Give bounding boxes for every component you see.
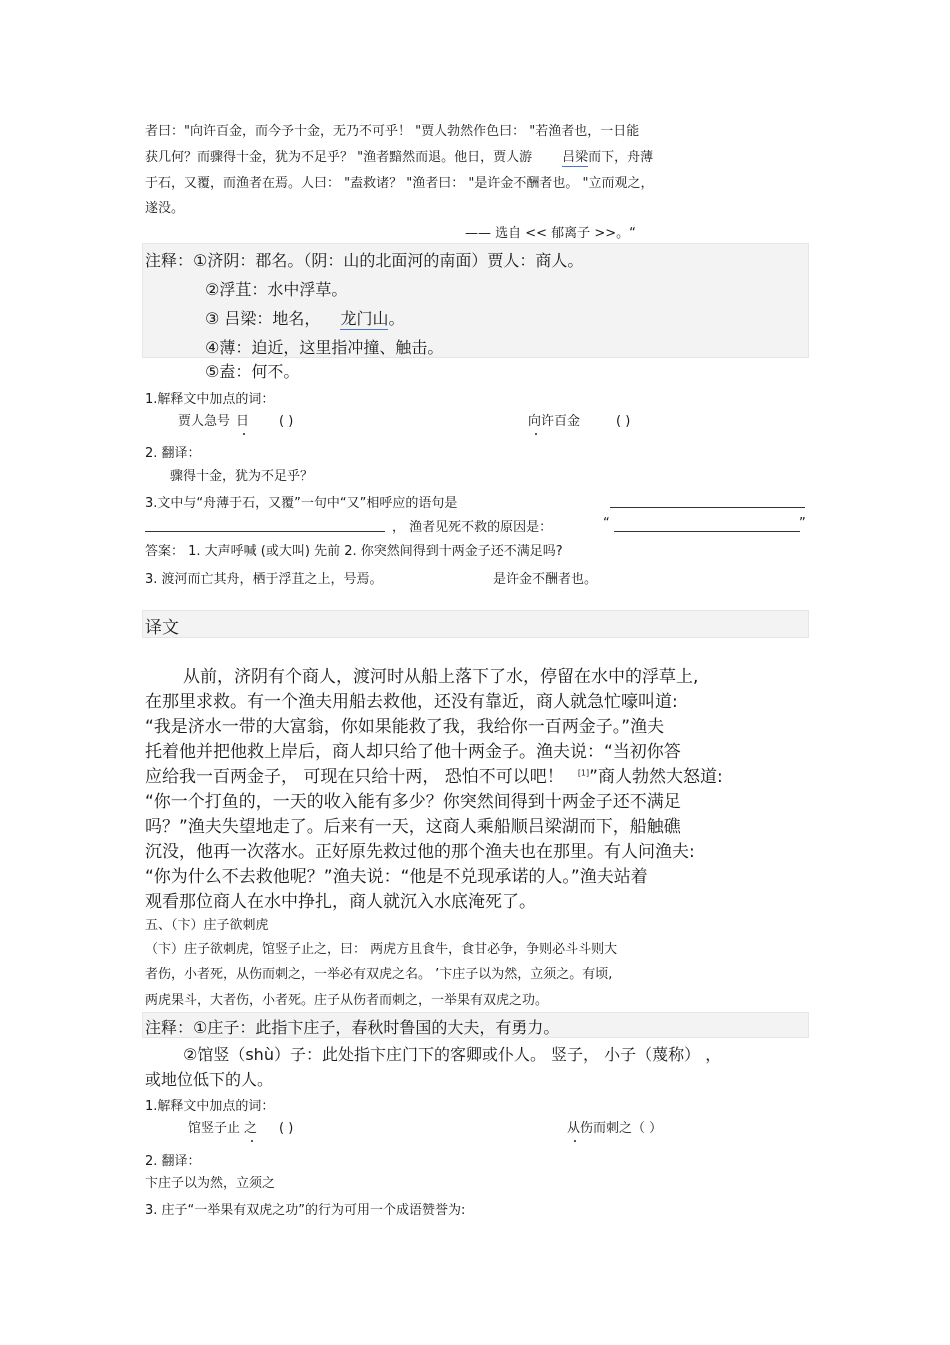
q2-2-text: 卞庄子以为然，立须之: [145, 1176, 276, 1191]
section-5-title: 五、（卞）庄子欲刺虎: [145, 918, 269, 933]
q2-1-item-b: [567, 1117, 662, 1136]
q3-blank-1[interactable]: [610, 492, 805, 508]
translation-line-4: 托着他并把他救上岸后，商人却只给了他十两金子。渔夫说：“当初你答: [145, 742, 681, 762]
q1-b-dotted: 向: [528, 414, 542, 429]
lvliang-underlined: 吕梁: [562, 150, 589, 165]
translation-line-7: 吗？”渔夫失望地走了。后来有一天，这商人乘船顺吕梁湖而下，船触礁: [145, 817, 681, 837]
q2-3-text: 3. 庄子“一举果有双虎之功”的行为可用一个成语赞誉为:: [145, 1203, 466, 1218]
translation-line-8: 沉没，他再一次落水。正好原先救过他的那个渔夫也在那里。有人问渔夫:: [145, 842, 695, 862]
note-2-3: 或地位低下的人。: [145, 1070, 274, 1089]
passage-line-3: 于石，又覆，而渔者在焉。人曰： "盍救诸？ "渔者曰： "是许金不酬者也。 "立而观之，: [145, 176, 654, 191]
note-2-2: ②馆竖（shù）子：此处指卞庄门下的客卿或仆人。 竖子， 小子（蔑称） ，: [183, 1045, 722, 1064]
q2-1-a-pre: 馆竖子止: [188, 1121, 241, 1136]
q3-blank-2[interactable]: [145, 516, 385, 532]
answer-line-2a: 3. 渡河而亡其舟，栖于浮苴之上，号焉。: [145, 572, 383, 587]
q1-b-post: 许百金: [541, 414, 581, 429]
translation-line-10: 观看那位商人在水中挣扎，商人就沉入水底淹死了。: [145, 892, 536, 912]
passage-line-2-text: 获几何？而骤得十金，犹为不足乎？ "渔者黯然而退。他日，贾人游: [145, 150, 533, 165]
note-1-5: ⑤盍：何不。: [205, 362, 300, 381]
q2-1-a-dotted: 之: [244, 1121, 258, 1136]
passage-line-4: 遂没。: [145, 201, 185, 216]
passage-line-2: [145, 146, 653, 165]
translation-line-5-text: 应给我一百两金子， 可现在只给十两， 恐怕不可以吧！: [145, 767, 564, 787]
q2-2-title: 2. 翻译：: [145, 1154, 201, 1169]
note-1-4: ④薄：迫近，这里指冲撞、触击。: [205, 338, 444, 357]
translation-line-5: [145, 762, 723, 787]
translation-line-5-tail: ”商人勃然大怒道:: [589, 767, 723, 787]
q2-1-title: 1.解释文中加点的词：: [145, 1099, 275, 1114]
note-1-3-prefix: ③ 吕梁：地名，: [205, 309, 321, 328]
q1-a-paren: ( ): [279, 414, 294, 429]
q3-blank-3[interactable]: [614, 516, 800, 532]
longmenshan-link: 龙门山: [340, 309, 389, 328]
translation-heading: 译文: [145, 618, 179, 638]
footnote-mark: [1]: [577, 768, 590, 778]
answer-line-2b: 是许金不酬者也。: [493, 572, 598, 587]
section-5-line-3: 两虎果斗，大者伤，小者死。庄子从伤者而刺之，一举果有双虎之功。: [145, 993, 549, 1008]
translation-line-3: “我是济水一带的大富翁，你如果能救了我，我给你一百两金子。”渔夫: [145, 717, 665, 737]
q1-b-paren: ( ): [616, 414, 631, 429]
source-citation: —— 选自 << 郁离子 >>。“: [465, 226, 636, 241]
note-1-1: 注释：①济阴：郡名。（阴：山的北面河的南面）贾人：商人。: [145, 251, 584, 270]
q3-open-quote: “: [603, 516, 610, 531]
q2-text: 骤得十金，犹为不足乎？: [170, 469, 314, 484]
q1-item-b: [528, 410, 630, 429]
q2-1-a-paren: ( ): [279, 1121, 294, 1136]
q2-1-b-dotted: 从: [567, 1121, 581, 1136]
q3-text: 3.文中与“舟薄于石，又覆”一句中“又”相呼应的语句是: [145, 496, 458, 511]
section-5-line-2: 者伤，小者死，从伤而刺之，一举必有双虎之名。 ’卞庄子以为然，立须之。有顷,: [145, 967, 613, 982]
q3-mid: ， 渔者见死不救的原因是：: [392, 520, 553, 535]
q1-a-dotted: 日: [236, 414, 250, 429]
note-1-3-suffix: 。: [388, 309, 405, 328]
note-2-1: 注释：①庄子：此指卞庄子，春秋时鲁国的大夫，有勇力。: [145, 1018, 560, 1037]
note-1-2: ②浮苴：水中浮草。: [205, 280, 348, 299]
passage-line-1: 者曰："向许百金，而今予十金，无乃不可乎！ "贾人勃然作色曰： "若渔者也，一日能: [145, 124, 640, 139]
q1-title: 1.解释文中加点的词：: [145, 392, 275, 407]
q3-close-quote: ”: [799, 516, 806, 531]
section-5-line-1: （卞）庄子欲刺虎，馆竖子止之，曰： 两虎方且食牛，食甘必争，争则必斗斗则大: [145, 942, 618, 957]
note-1-3: [205, 306, 404, 329]
q2-1-item-a: [188, 1117, 293, 1136]
translation-line-1: 从前，济阴有个商人，渡河时从船上落下了水，停留在水中的浮草上,: [183, 667, 699, 687]
translation-line-9: “你为什么不去救他呢？”渔夫说：“他是不兑现承诺的人。”渔夫站着: [145, 867, 648, 887]
answer-line-1: 答案： 1. 大声呼喊 (或大叫) 先前 2. 你突然间得到十两金子还不满足吗?: [145, 544, 563, 559]
q1-item-a: [178, 410, 293, 429]
q2-1-b-post: 伤而刺之（ ）: [580, 1121, 663, 1136]
translation-line-6: “你一个打鱼的，一天的收入能有多少？你突然间得到十两金子还不满足: [145, 792, 681, 812]
translation-heading-band: [142, 610, 809, 638]
passage-line-2-tail: 而下，舟薄: [588, 150, 654, 165]
q1-a-pre: 贾人急号: [178, 414, 231, 429]
q2-title: 2. 翻译：: [145, 446, 201, 461]
translation-line-2: 在那里求救。有一个渔夫用船去救他，还没有靠近，商人就急忙嚎叫道:: [145, 692, 678, 712]
